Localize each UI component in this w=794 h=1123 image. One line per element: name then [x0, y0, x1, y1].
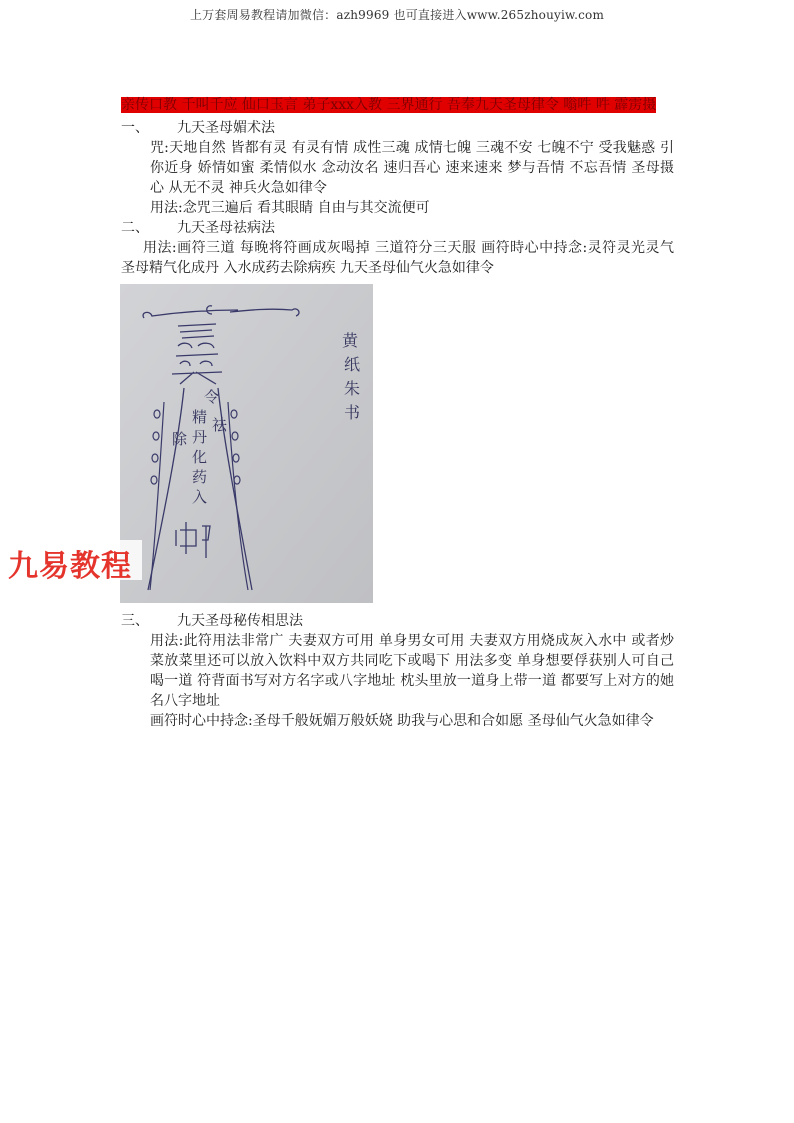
- talisman-char: 药: [192, 467, 208, 486]
- section-paragraph: 用法:画符三道 每晚将符画成灰喝掉 三道符分三天服 画符時心中持念:灵符灵光灵气 圣母精气化成丹 入水成药去除病疾 九天圣母仙气火急如律令: [121, 239, 674, 276]
- watermark-logo: 九易教程: [8, 549, 132, 584]
- section-number: 三、: [121, 612, 149, 629]
- talisman-photo: [120, 284, 373, 603]
- section-title: 九天圣母媚术法: [177, 119, 275, 136]
- talisman-char: 除: [172, 429, 188, 448]
- section-heading-3: [121, 611, 674, 631]
- section-paragraph: 用法:此符用法非常广 夫妻双方可用 单身男女可用 夫妻双方用烧成灰入水中 或者炒菜放菜里还可以放入饮料中双方共同吃下或喝下 用法多变 单身想要俘获别人可自己喝一道 符背面书写对方名字或八字地址 枕头里放一道身上带一道 都要写上对方的她名八字地址: [150, 632, 674, 709]
- header-notice: 上万套周易教程请加微信：azh9969 也可直接进入www.265zhouyiw.com: [189, 8, 605, 22]
- section-title: 九天圣母祛病法: [177, 219, 275, 236]
- section-number: 二、: [121, 219, 149, 236]
- document-body: [121, 96, 674, 731]
- section-heading-1: [121, 118, 674, 138]
- talisman-char: 令: [204, 387, 220, 406]
- section-paragraph: 用法:念咒三遍后 看其眼睛 自由与其交流便可: [150, 199, 430, 216]
- talisman-char: 精: [192, 407, 208, 426]
- side-note-char: 纸: [344, 354, 361, 374]
- intro-block: [121, 96, 674, 116]
- talisman-drawing: [120, 284, 373, 603]
- section-number: 一、: [121, 119, 149, 136]
- section-title: 九天圣母秘传相思法: [177, 612, 303, 629]
- talisman-char: 入: [192, 487, 208, 506]
- section-paragraph: 画符时心中持念:圣母千般妩媚万般妖娆 助我与心思和合如愿 圣母仙气火急如律令: [150, 712, 654, 729]
- side-note-char: 黄: [342, 330, 359, 350]
- talisman-char: 丹: [192, 427, 208, 446]
- section-heading-2: [121, 218, 674, 238]
- intro-highlight-text: 亲传口教 千叫千应 仙口玉言 弟子xxx入教 三界通行 吾奉九天圣母律令 嗡吽 吽 霹雳摄: [121, 97, 657, 113]
- talisman-char: 祛: [212, 415, 228, 434]
- section-paragraph: 咒:天地自然 皆都有灵 有灵有情 成性三魂 成情七魄 三魂不安 七魄不宁 受我魅惑 引你近身 娇情如蜜 柔情似水 念动汝名 速归吾心 速来速来 梦与吾情 不忘吾情 圣母摄心 从无不灵 神兵火急如律令: [150, 139, 674, 196]
- side-note-char: 朱: [344, 378, 361, 398]
- side-note-char: 书: [344, 402, 361, 422]
- talisman-char: 化: [192, 447, 208, 466]
